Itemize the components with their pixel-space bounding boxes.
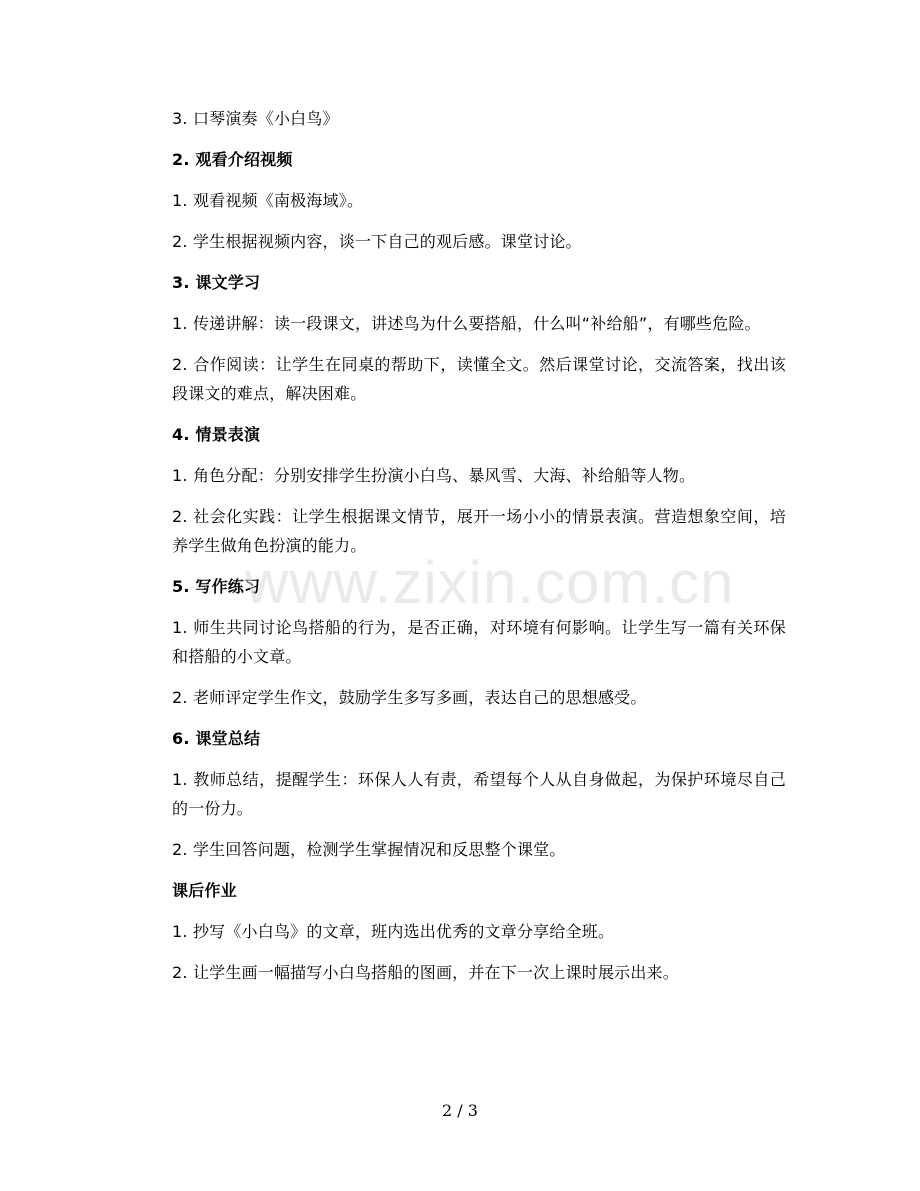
section-heading-video: 2. 观看介绍视频 — [172, 150, 293, 169]
section-heading-writing: 5. 写作练习 — [172, 577, 261, 596]
paragraph-18: 2. 让学生画一幅描写小白鸟搭船的图画，并在下一次上课时展示出来。 — [172, 963, 679, 982]
paragraph-11: 1. 师生共同讨论鸟搭船的行为，是否正确，对环境有何影响。让学生写一篇有关环保和搭船的小文章。 — [172, 618, 786, 666]
paragraph-5: 1. 传递讲解：读一段课文，讲述鸟为什么要搭船，什么叫“补给船”，有哪些危险。 — [172, 314, 761, 333]
paragraph-6: 2. 合作阅读：让学生在同桌的帮助下，读懂全文。然后课堂讨论，交流答案，找出该段课文的难点，解决困难。 — [172, 355, 786, 403]
paragraph-0: 3. 口琴演奏《小白鸟》 — [172, 109, 339, 128]
paragraph-17: 1. 抄写《小白鸟》的文章，班内选出优秀的文章分享给全班。 — [172, 922, 615, 941]
watermark: www.zixin.com.cn — [245, 549, 735, 616]
page-number: 2 / 3 — [442, 1101, 478, 1120]
paragraph-12: 2. 老师评定学生作文，鼓励学生多写多画，表达自己的思想感受。 — [172, 688, 647, 707]
paragraph-8: 1. 角色分配：分别安排学生扮演小白鸟、暴风雪、大海、补给船等人物。 — [172, 466, 696, 485]
section-heading-homework: 课后作业 — [172, 881, 237, 900]
section-heading-text-study: 3. 课文学习 — [172, 273, 261, 292]
paragraph-15: 2. 学生回答问题，检测学生掌握情况和反思整个课堂。 — [172, 840, 566, 859]
paragraph-9: 2. 社会化实践：让学生根据课文情节，展开一场小小的情景表演。营造想象空间，培养学生做角色扮演的能力。 — [172, 507, 786, 555]
section-heading-performance: 4. 情景表演 — [172, 425, 261, 444]
paragraph-14: 1. 教师总结，提醒学生：环保人人有责，希望每个人从自身做起，为保护环境尽自己的一份力。 — [172, 770, 786, 818]
paragraph-2: 1. 观看视频《南极海域》。 — [172, 191, 364, 210]
paragraph-3: 2. 学生根据视频内容，谈一下自己的观后感。课堂讨论。 — [172, 232, 582, 251]
section-heading-summary: 6. 课堂总结 — [172, 729, 261, 748]
